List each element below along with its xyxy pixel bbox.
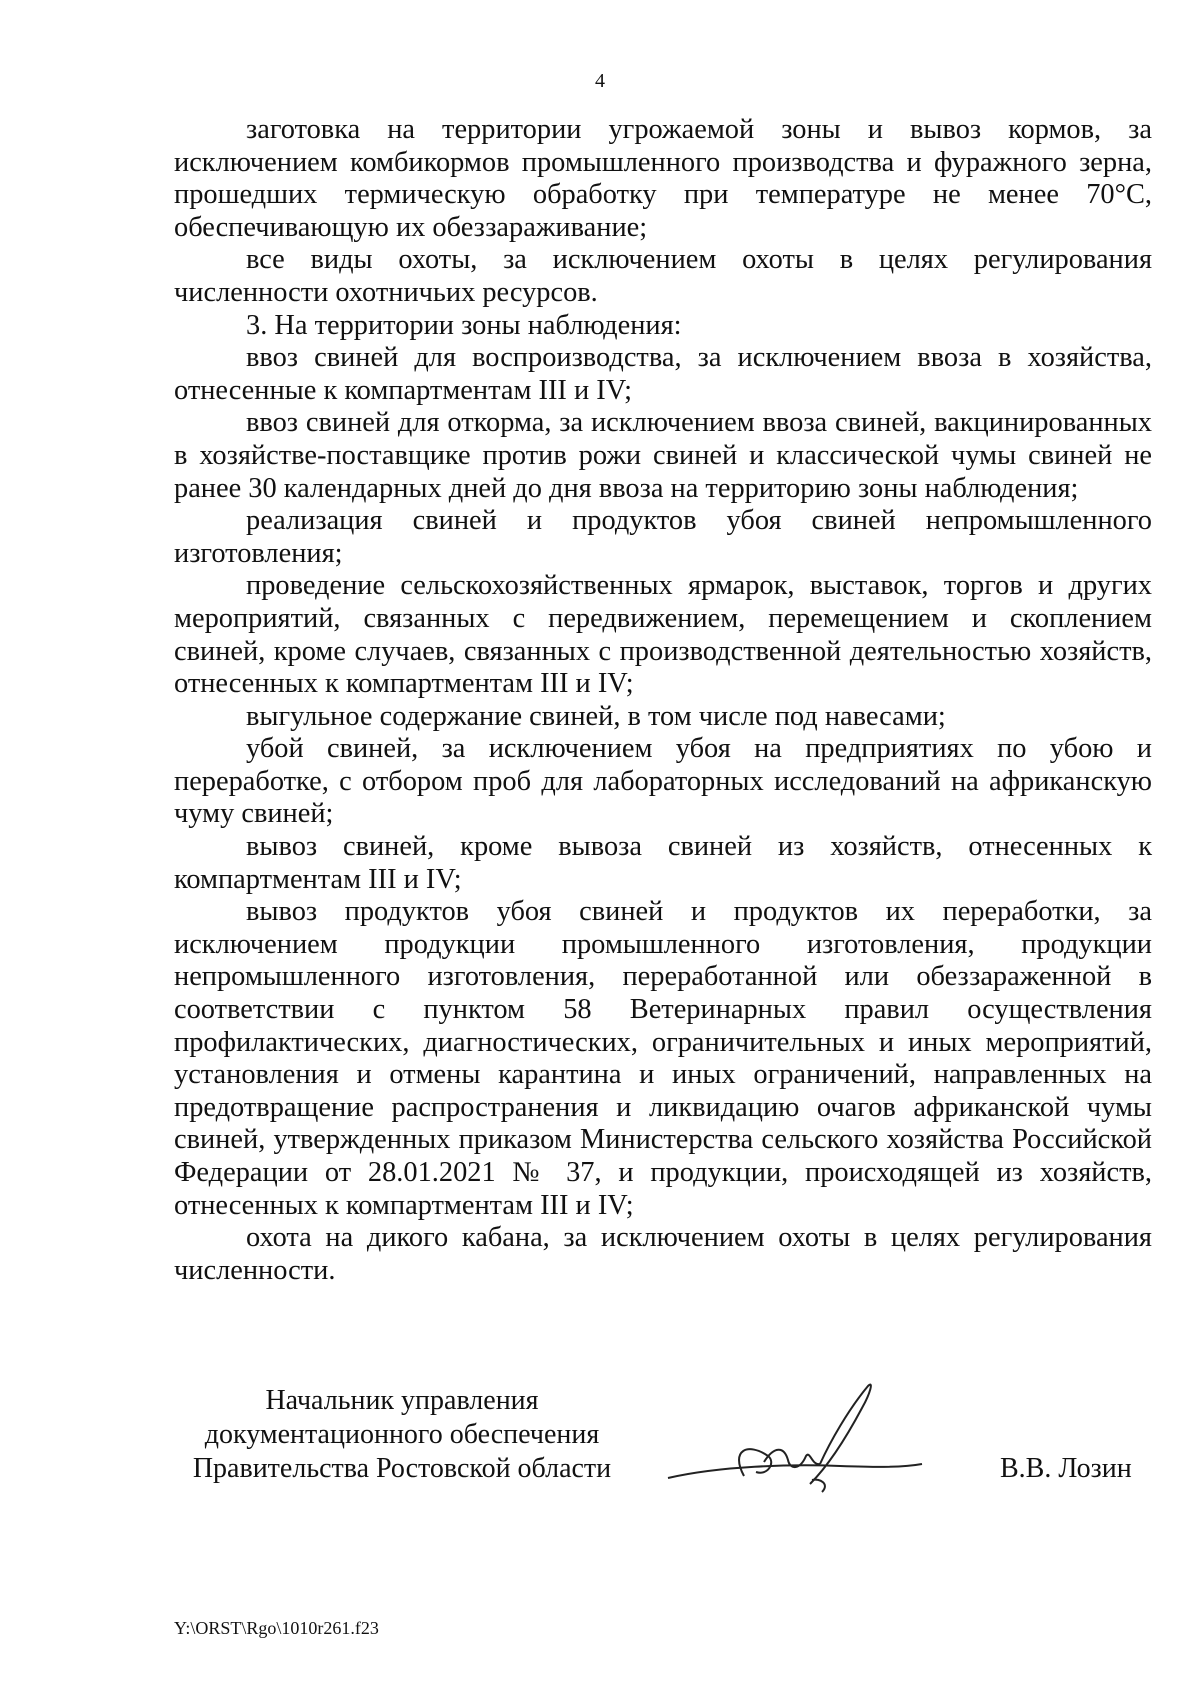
- paragraph: ввоз свиней для откорма, за исключением ввоза свиней, вакцинированных в хозяйстве-поставщике против рожи свиней и классической чумы свиней не ранее 30 календарных дней до дня ввоза на территорию зоны наблюдения;: [174, 407, 1152, 504]
- paragraph: выгульное содержание свиней, в том числе под навесами;: [246, 700, 946, 732]
- handwritten-signature: [660, 1380, 960, 1500]
- paragraph: охота на дикого кабана, за исключением охоты в целях регулирования численности.: [174, 1222, 1152, 1286]
- signatory-name: В.В. Лозин: [1000, 1453, 1132, 1484]
- document-body: [174, 114, 1152, 1287]
- paragraph: заготовка на территории угрожаемой зоны и вывоз кормов, за исключением комбикормов промышленного производства и фуражного зерна, прошедших термическую обработку при температуре не менее 70°С, обеспечивающую их обеззараживание;: [174, 114, 1152, 243]
- paragraph: проведение сельскохозяйственных ярмарок, выставок, торгов и других мероприятий, связанных с передвижением, перемещением и скоплением свиней, кроме случаев, связанных с производственной деятельностью хозяйств, отнесенных к компартментам III и IV;: [174, 570, 1152, 700]
- signatory-title-line: Начальник управления: [265, 1385, 539, 1416]
- paragraph: вывоз свиней, кроме вывоза свиней из хозяйств, отнесенных к компартментам III и IV;: [174, 831, 1152, 895]
- signatory-title-line: документационного обеспечения: [204, 1419, 600, 1450]
- paragraph: все виды охоты, за исключением охоты в целях регулирования численности охотничьих ресурсов.: [174, 244, 1152, 308]
- paragraph: убой свиней, за исключением убоя на предприятиях по убою и переработке, с отбором проб для лабораторных исследований на африканскую чуму свиней;: [174, 733, 1152, 830]
- signatory-title-line: Правительства Ростовской области: [192, 1453, 612, 1484]
- file-path: Y:\ORST\Rgo\1010r261.f23: [174, 1618, 379, 1638]
- paragraph: ввоз свиней для воспроизводства, за исключением ввоза в хозяйства, отнесенные к компартментам III и IV;: [174, 342, 1152, 406]
- paragraph: вывоз продуктов убоя свиней и продуктов их переработки, за исключением продукции промышленного изготовления, продукции непромышленного изготовления, переработанной или обеззараженной в соответствии с пунктом 58 Ветеринарных правил осуществления профилактических, диагностических, ограничительных и иных мероприятий, установления и отмены карантина и иных ограничений, направленных на предотвращение распространения и ликвидацию очагов африканской чумы свиней, утвержденных приказом Министерства сельского хозяйства Российской Федерации от 28.01.2021 № 37, и продукции, происходящей из хозяйств, отнесенных к компартментам III и IV;: [174, 896, 1152, 1221]
- section-heading: 3. На территории зоны наблюдения:: [246, 309, 682, 341]
- signatory-title: [172, 1384, 632, 1486]
- paragraph: реализация свиней и продуктов убоя свиней непромышленного изготовления;: [174, 505, 1152, 569]
- page-number: 4: [595, 70, 605, 92]
